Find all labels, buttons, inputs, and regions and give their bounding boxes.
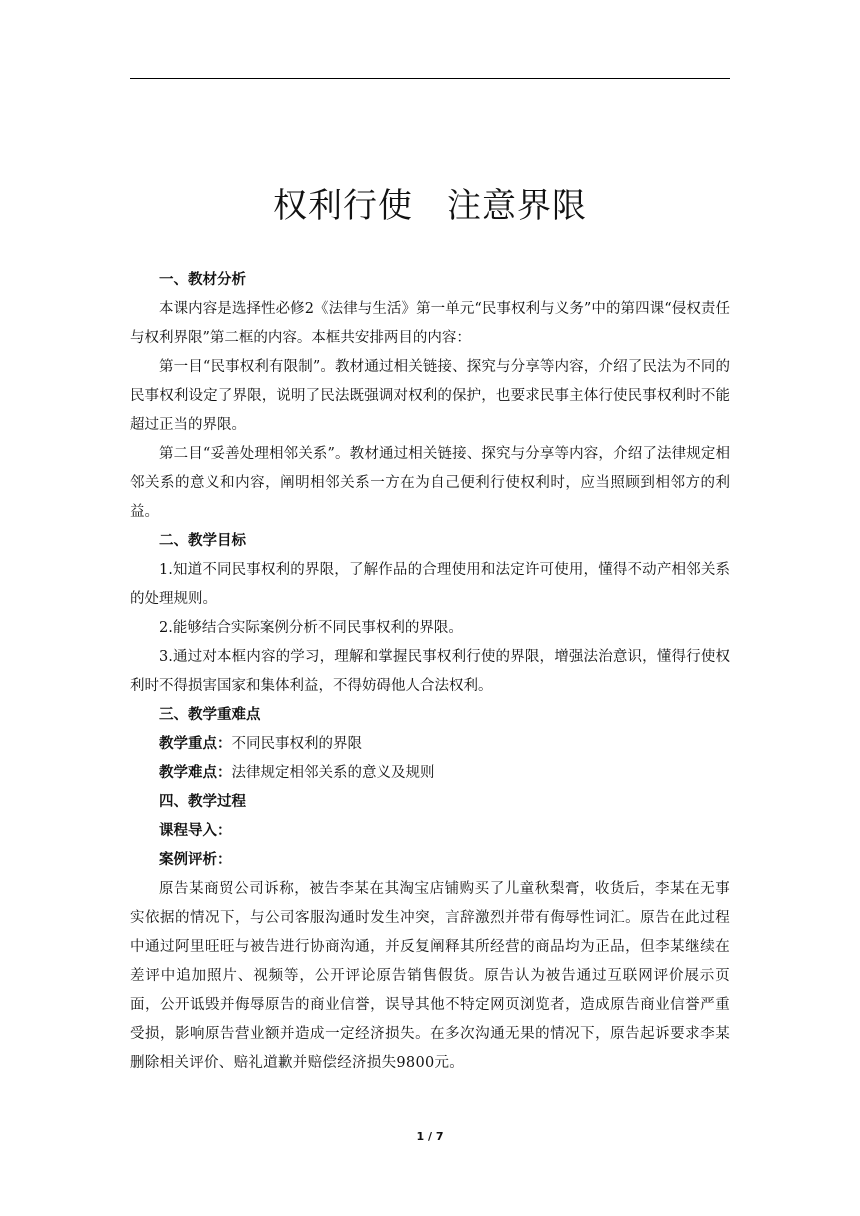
case-text: 原告某商贸公司诉称，被告李某在其淘宝店铺购买了儿童秋梨膏，收货后，李某在无事实依据的情况下，与公司客服沟通时发生冲突，言辞激烈并带有侮辱性词汇。原告在此过程中通过阿里旺旺与被告进行协商沟通，并反复阐释其所经营的商品均为正品，但李某继续在差评中追加照片、视频等，公开评论原告销售假货。原告认为被告通过互联网评价展示页面，公开诋毁并侮辱原告的商业信誉，误导其他不特定网页浏览者，造成原告商业信誉严重受损，影响原告营业额并造成一定经济损失。在多次沟通无果的情况下，原告起诉要求李某删除相关评价、赔礼道歉并赔偿经济损失9800元。 xyxy=(130,881,730,1071)
difficult-point-label: 教学难点： xyxy=(159,765,232,781)
key-point xyxy=(130,730,730,759)
paragraph: 本课内容是选择性必修2《法律与生活》第一单元“民事权利与义务”中的第四课“侵权责任与权利界限”第二框的内容。本框共安排两目的内容： xyxy=(130,301,730,346)
case-analysis-label: 案例评析： xyxy=(159,852,232,868)
title-part-1: 权利行使 xyxy=(273,186,413,226)
difficult-point-text: 法律规定相邻关系的意义及规则 xyxy=(231,765,435,781)
section-heading-4: 四、教学过程 xyxy=(159,794,246,810)
course-intro-label: 课程导入： xyxy=(159,823,232,839)
difficult-point xyxy=(130,759,730,788)
objective-item: 2.能够结合实际案例分析不同民事权利的界限。 xyxy=(159,620,463,636)
objective-item: 3.通过对本框内容的学习，理解和掌握民事权利行使的界限，增强法治意识，懂得行使权利时不得损害国家和集体利益，不得妨碍他人合法权利。 xyxy=(130,649,730,694)
section-heading-3: 三、教学重难点 xyxy=(159,707,261,723)
section-heading-2: 二、教学目标 xyxy=(159,533,246,549)
paragraph: 第一目“民事权利有限制”。教材通过相关链接、探究与分享等内容，介绍了民法为不同的民事权利设定了界限，说明了民法既强调对权利的保护，也要求民事主体行使民事权利时不能超过正当的界限。 xyxy=(130,359,730,433)
key-point-text: 不同民事权利的界限 xyxy=(231,736,362,752)
page-title xyxy=(0,178,860,227)
page-indicator: 1 / 7 xyxy=(416,1130,444,1143)
key-point-label: 教学重点： xyxy=(159,736,232,752)
paragraph: 第二目“妥善处理相邻关系”。教材通过相关链接、探究与分享等内容，介绍了法律规定相邻关系的意义和内容，阐明相邻关系一方在为自己便利行使权利时，应当照顾到相邻方的利益。 xyxy=(130,446,730,520)
objective-item: 1.知道不同民事权利的界限，了解作品的合理使用和法定许可使用，懂得不动产相邻关系的处理规则。 xyxy=(130,562,730,607)
section-heading-1: 一、教材分析 xyxy=(159,272,246,288)
header-rule xyxy=(130,78,730,79)
document-body xyxy=(130,266,730,1078)
title-part-2: 注意界限 xyxy=(447,186,587,226)
